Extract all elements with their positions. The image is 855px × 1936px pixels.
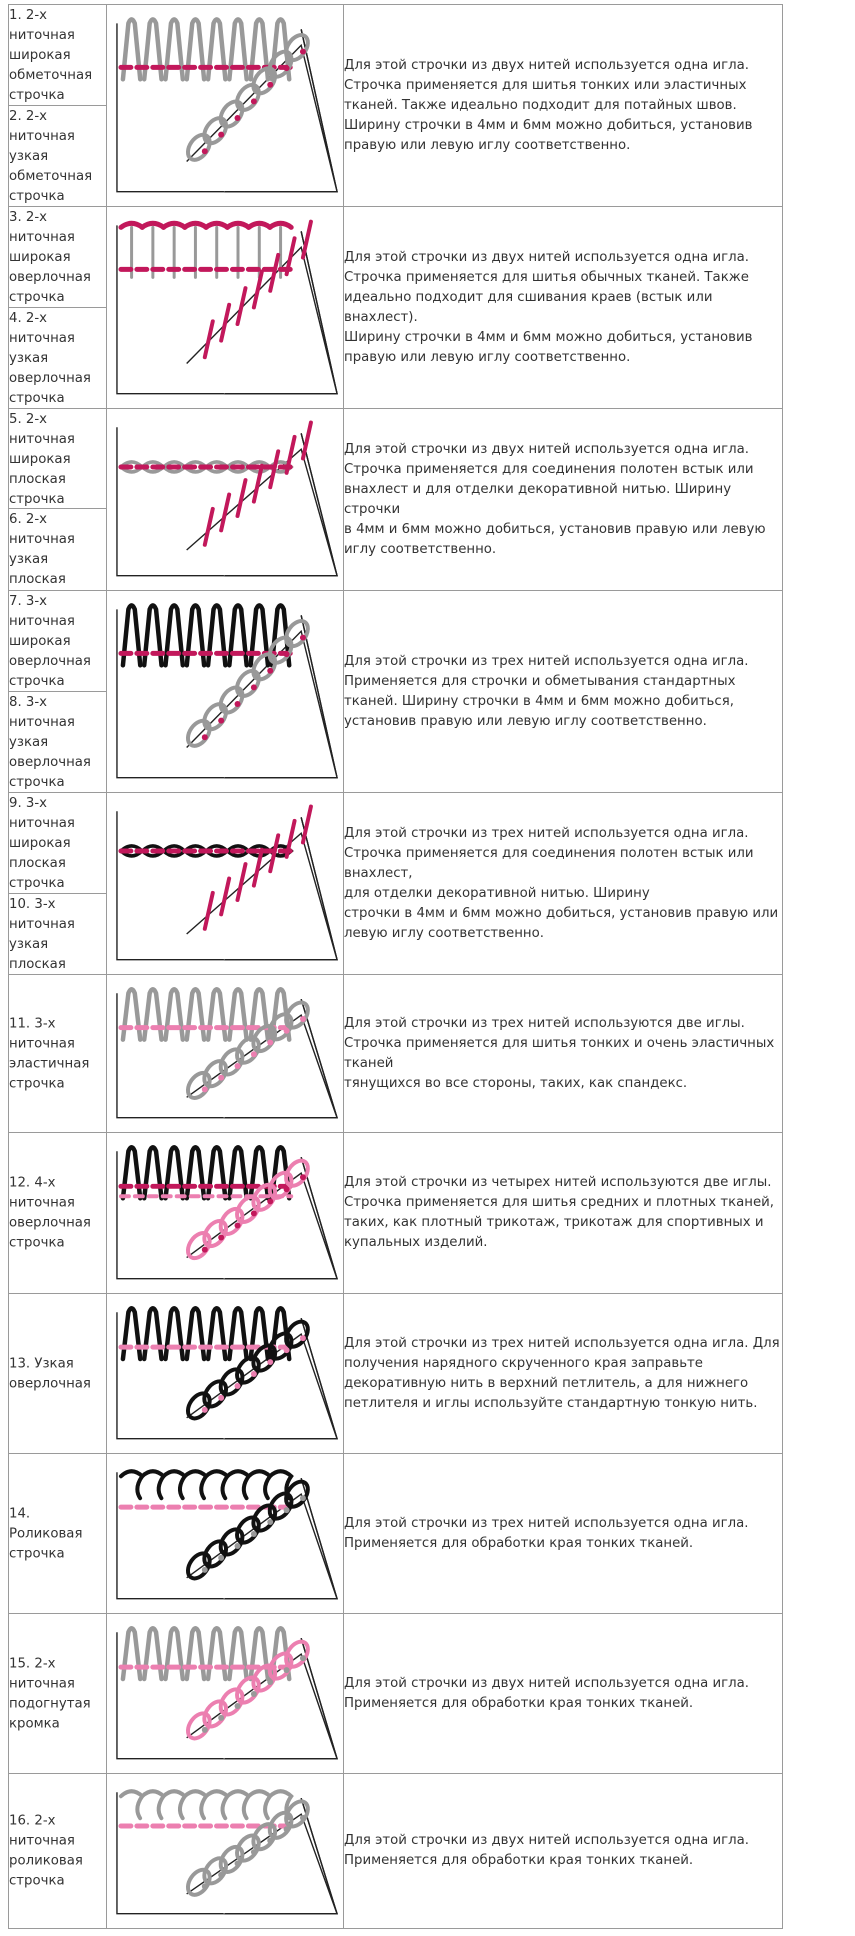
stitch-name-cell bbox=[9, 409, 107, 591]
stitch-name: 14. Роликовая строчка bbox=[9, 1506, 83, 1561]
stitch-description-cell bbox=[344, 1454, 783, 1614]
stitch-name-cell bbox=[9, 1614, 107, 1774]
stitch-image bbox=[107, 1454, 343, 1613]
stitch-description-cell bbox=[344, 1614, 783, 1774]
stitch-name-sub bbox=[9, 207, 107, 308]
stitch-name: 16. 2-х ниточная роликовая строчка bbox=[9, 1813, 83, 1889]
stitch-illustration bbox=[117, 1628, 337, 1758]
stitch-name: 13. Узкая оверлочная bbox=[9, 1356, 91, 1391]
stitch-name: 6. 2-х ниточная узкая плоская bbox=[9, 512, 75, 587]
stitch-name: 9. 3-х ниточная широкая плоская строчка bbox=[9, 796, 75, 891]
stitch-name: 12. 4-х ниточная оверлочная строчка bbox=[9, 1175, 91, 1251]
stitch-description-cell bbox=[344, 207, 783, 409]
table-row bbox=[9, 1294, 783, 1454]
stitch-description-cell bbox=[344, 1133, 783, 1294]
stitch-name-cell bbox=[9, 5, 107, 207]
stitch-illustration bbox=[117, 1471, 337, 1598]
stitch-illustration bbox=[117, 1791, 337, 1913]
stitch-image bbox=[107, 975, 343, 1132]
stitch-name-cell bbox=[9, 1774, 107, 1929]
stitch-description-cell bbox=[344, 1774, 783, 1929]
stitch-image-cell bbox=[107, 5, 344, 207]
stitch-illustration bbox=[117, 807, 337, 960]
stitch-image-cell bbox=[107, 1454, 344, 1614]
stitch-image-cell bbox=[107, 975, 344, 1133]
table-row bbox=[9, 1614, 783, 1774]
stitch-name-cell bbox=[9, 1454, 107, 1614]
stitch-name-sub bbox=[9, 106, 107, 207]
stitch-description-cell bbox=[344, 975, 783, 1133]
stitch-name-sub bbox=[9, 409, 107, 509]
stitch-description: Для этой строчки из трех нитей используется одна игла. Применяется для обработки края тонких тканей. bbox=[344, 1515, 749, 1551]
stitch-name-cell bbox=[9, 207, 107, 409]
stitch-description: Для этой строчки из трех нитей используется одна игла. Применяется для строчки и обметывания стандартных тканей. Ширину строчки в 4мм и 6мм можно добиться, установив правую или левую иглу соответственно. bbox=[344, 653, 749, 729]
stitch-description: Для этой строчки из трех нитей используются две иглы. Строчка применяется для шитья тонких и очень эластичных тканей тянущихся во все стороны, таких, как спандекс. bbox=[344, 1015, 775, 1091]
stitch-image bbox=[107, 1294, 343, 1453]
stitch-image bbox=[107, 1774, 343, 1928]
stitch-description: Для этой строчки из двух нитей используется одна игла. Строчка применяется для шитья обычных тканей. Также идеально подходит для сшивания краев (встык или внахлест). Ширину строчки в 4мм и 6мм можно добиться, установив правую или левую иглу соответственно. bbox=[344, 249, 753, 365]
stitch-illustration bbox=[117, 222, 337, 394]
stitch-name: 15. 2-х ниточная подогнутая кромка bbox=[9, 1656, 91, 1731]
stitch-illustration bbox=[117, 605, 337, 777]
stitch-image bbox=[107, 1133, 343, 1293]
stitch-name-sub bbox=[9, 894, 107, 975]
stitch-description-cell bbox=[344, 1294, 783, 1454]
stitch-name-cell bbox=[9, 1133, 107, 1294]
stitch-image-cell bbox=[107, 591, 344, 793]
stitch-illustration bbox=[117, 989, 337, 1117]
stitch-name: 1. 2-х ниточная широкая обметочная строчка bbox=[9, 8, 93, 103]
stitch-description: Для этой строчки из двух нитей используется одна игла. Строчка применяется для шитья тонких или эластичных тканей. Также идеально подходит для потайных швов. Ширину строчки в 4мм и 6мм можно добиться, установив правую или левую иглу соответственно. bbox=[344, 57, 753, 153]
stitch-image bbox=[107, 409, 343, 590]
stitch-name-sub bbox=[9, 5, 107, 106]
stitch-name-sub bbox=[9, 793, 107, 894]
stitch-name-cell bbox=[9, 1294, 107, 1454]
stitch-table bbox=[8, 4, 783, 1929]
table-row bbox=[9, 5, 783, 207]
stitch-image-cell bbox=[107, 1774, 344, 1929]
stitch-image-cell bbox=[107, 1294, 344, 1454]
stitch-illustration bbox=[117, 19, 337, 191]
stitch-illustration bbox=[117, 1308, 337, 1438]
stitch-name-sub bbox=[9, 591, 107, 692]
table-row bbox=[9, 975, 783, 1133]
stitch-name: 8. 3-х ниточная узкая оверлочная строчка bbox=[9, 695, 91, 790]
stitch-description: Для этой строчки из двух нитей используется одна игла. Применяется для обработки края тонких тканей. bbox=[344, 1833, 750, 1868]
stitch-image bbox=[107, 793, 343, 974]
stitch-image bbox=[107, 207, 343, 408]
table-row bbox=[9, 207, 783, 409]
stitch-illustration bbox=[117, 1147, 337, 1278]
stitch-name-cell bbox=[9, 591, 107, 793]
table-row bbox=[9, 1454, 783, 1614]
stitch-illustration bbox=[117, 423, 337, 576]
stitch-image bbox=[107, 591, 343, 792]
stitch-name-sub bbox=[9, 509, 107, 591]
stitch-name: 10. 3-х ниточная узкая плоская bbox=[9, 897, 75, 972]
stitch-image-cell bbox=[107, 409, 344, 591]
table-row bbox=[9, 1774, 783, 1929]
stitch-description: Для этой строчки из четырех нитей используются две иглы. Строчка применяется для шитья средних и плотных тканей, таких, как плотный трикотаж, трикотаж для спортивных и купальных изделий. bbox=[344, 1175, 774, 1250]
stitch-description-cell bbox=[344, 793, 783, 975]
stitch-description-cell bbox=[344, 591, 783, 793]
stitch-name: 2. 2-х ниточная узкая обметочная строчка bbox=[9, 109, 93, 204]
stitch-image-cell bbox=[107, 793, 344, 975]
table-row bbox=[9, 793, 783, 975]
stitch-image-cell bbox=[107, 1133, 344, 1294]
stitch-image bbox=[107, 1614, 343, 1773]
stitch-name-cell bbox=[9, 975, 107, 1133]
stitch-name: 3. 2-х ниточная широкая оверлочная строчка bbox=[9, 210, 91, 305]
stitch-image bbox=[107, 5, 343, 206]
stitch-name-cell bbox=[9, 793, 107, 975]
stitch-description: Для этой строчки из двух нитей используется одна игла. Применяется для обработки края тонких тканей. bbox=[344, 1675, 750, 1711]
table-row bbox=[9, 1133, 783, 1294]
stitch-description-cell bbox=[344, 409, 783, 591]
table-row bbox=[9, 409, 783, 591]
stitch-name: 11. 3-х ниточная эластичная строчка bbox=[9, 1016, 90, 1091]
table-row bbox=[9, 591, 783, 793]
stitch-image-cell bbox=[107, 1614, 344, 1774]
stitch-name-sub bbox=[9, 692, 107, 793]
stitch-image-cell bbox=[107, 207, 344, 409]
stitch-description: Для этой строчки из двух нитей используется одна игла. Строчка применяется для соединения полотен встык или внахлест и для отделки декоративной нитью. Ширину строчки в 4мм и 6мм можно добиться, установив правую или левую иглу соответственно. bbox=[344, 441, 766, 557]
stitch-name-sub bbox=[9, 308, 107, 409]
stitch-name: 7. 3-х ниточная широкая оверлочная строчка bbox=[9, 594, 91, 689]
stitch-description: Для этой строчки из трех нитей используется одна игла. Для получения нарядного скрученного края заправьте декоративную нить в верхний петлитель, а для нижнего петлителя и иглы используйте стандартную тонкую нить. bbox=[344, 1335, 780, 1411]
stitch-name: 5. 2-х ниточная широкая плоская строчка bbox=[9, 412, 75, 507]
stitch-description: Для этой строчки из трех нитей используется одна игла. Строчка применяется для соединения полотен встык или внахлест, для отделки декоративной нитью. Ширину строчки в 4мм и 6мм можно добиться, установив правую или левую иглу соответственно. bbox=[344, 825, 779, 941]
stitch-description-cell bbox=[344, 5, 783, 207]
stitch-name: 4. 2-х ниточная узкая оверлочная строчка bbox=[9, 311, 91, 406]
